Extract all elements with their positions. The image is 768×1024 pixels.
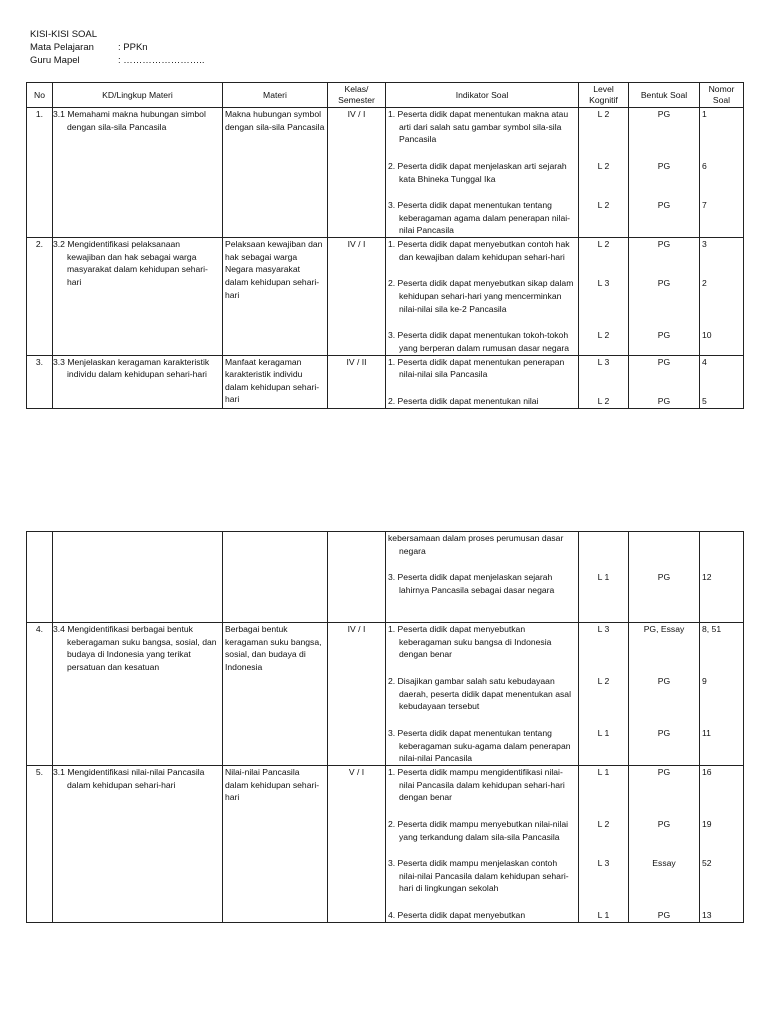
row-number: 1. (27, 108, 53, 238)
level-value: L 2 (597, 676, 610, 686)
level-value: L 3 (597, 278, 610, 289)
kelas-cell: IV / I (328, 108, 386, 238)
document-header (30, 28, 205, 67)
bentuk-value: PG (657, 330, 671, 341)
nomor-value: 10 (702, 330, 712, 341)
indikator-cell (386, 355, 579, 408)
table-row (27, 355, 744, 408)
col-header-indikator: Indikator Soal (386, 83, 579, 108)
col-header-bentuk: Bentuk Soal (629, 83, 700, 108)
kd-cell: 3.4 Mengidentifikasi berbagai bentuk keberagaman suku bangsa, sosial, dan budaya di Indonesia yang terikat persatuan dan kesatuan (53, 623, 223, 766)
nomor-value: 9 (702, 676, 707, 686)
materi-cell: Berbagai bentuk keragaman suku bangsa, sosial, dan budaya di Indonesia (223, 623, 328, 766)
indikator-cell (386, 532, 579, 623)
level-cell (579, 238, 629, 355)
indikator-item: 2. Peserta didik dapat menentukan nilai (388, 395, 539, 406)
bentuk-value (631, 532, 697, 571)
bentuk-value: PG (657, 728, 671, 738)
indikator-item: 3. Peserta didik dapat menentukan tentang keberagaman suku-agama dalam penerapan nilai-nilai Pancasila (388, 728, 571, 764)
col-header-nomor: Nomor Soal (700, 83, 744, 108)
kd-cell (53, 532, 223, 623)
row-number: 4. (27, 623, 53, 766)
nomor-cell (700, 355, 744, 408)
nomor-value: 11 (702, 728, 711, 738)
level-value (581, 532, 626, 571)
materi-cell: Makna hubungan symbol dengan sila-sila Pancasila (223, 108, 328, 238)
nomor-value: 1 (702, 109, 707, 119)
indikator-item: 3. Peserta didik dapat menentukan tentang keberagaman agama dalam penerapan nilai-nilai Pancasila (388, 200, 571, 236)
indikator-item: 2. Peserta didik dapat menyebutkan sikap dalam kehidupan sehari-hari yang mencerminkan nilai-nilai sila ke-2 Pancasila (388, 278, 574, 314)
bentuk-cell (629, 532, 700, 623)
row-number (27, 532, 53, 623)
materi-cell: Nilai-nilai Pancasila dalam kehidupan sehari-hari (223, 766, 328, 923)
kelas-cell (328, 532, 386, 623)
bentuk-value: PG (657, 109, 671, 119)
level-value: L 2 (597, 395, 610, 406)
level-value: L 3 (597, 858, 610, 868)
col-header-kelas: Kelas/ Semester (328, 83, 386, 108)
bentuk-value: PG (657, 676, 671, 686)
nomor-cell (700, 108, 744, 238)
table-row (27, 623, 744, 766)
bentuk-value: PG (657, 395, 671, 406)
table-row (27, 108, 744, 238)
nomor-value: 7 (702, 200, 707, 210)
nomor-value: 6 (702, 161, 707, 171)
indikator-item: 2. Peserta didik dapat menjelaskan arti sejarah kata Bhineka Tunggal Ika (388, 161, 567, 184)
materi-cell (223, 532, 328, 623)
bentuk-cell (629, 355, 700, 408)
level-value: L 1 (597, 572, 610, 582)
indikator-item: 1. Peserta didik dapat menyebutkan contoh hak dan kewajiban dalam kehidupan sehari-hari (388, 239, 570, 262)
col-header-kd: KD/Lingkup Materi (53, 83, 223, 108)
kelas-cell: IV / I (328, 623, 386, 766)
nomor-value: 16 (702, 767, 712, 777)
nomor-value: 8, 51 (702, 624, 722, 634)
row-number: 3. (27, 355, 53, 408)
level-value: L 2 (597, 819, 610, 829)
materi-cell: Manfaat keragaman karakteristik individu dalam kehidupan sehari-hari (223, 355, 328, 408)
indikator-cell (386, 623, 579, 766)
indikator-item: 2. Peserta didik mampu menyebutkan nilai-nilai yang terkandung dalam sila-sila Pancasila (388, 819, 569, 842)
col-header-no: No (27, 83, 53, 108)
bentuk-cell (629, 108, 700, 238)
table-row (27, 238, 744, 355)
kelas-cell: IV / II (328, 355, 386, 408)
bentuk-value: PG (657, 910, 671, 920)
level-value: L 2 (597, 109, 610, 119)
nomor-value: 3 (702, 239, 707, 250)
bentuk-value: PG (657, 356, 671, 367)
nomor-cell (700, 238, 744, 355)
level-value: L 2 (597, 330, 610, 341)
bentuk-value: PG (657, 239, 671, 250)
table-2-body (27, 532, 744, 923)
nomor-value: 13 (702, 910, 712, 920)
indikator-item: 1. Peserta didik mampu mengidentifikasi nilai-nilai Pancasila dalam kehidupan sehari-hari dengan benar (388, 767, 565, 803)
kd-cell: 3.3 Menjelaskan keragaman karakteristik individu dalam kehidupan sehari-hari (53, 355, 223, 408)
table-row (27, 766, 744, 923)
grid-table-2 (26, 531, 744, 923)
nomor-cell (700, 766, 744, 923)
indikator-cell (386, 108, 579, 238)
kd-cell: 3.1 Memahami makna hubungan simbol dengan sila-sila Pancasila (53, 108, 223, 238)
level-cell (579, 355, 629, 408)
indikator-item: 1. Peserta didik dapat menyebutkan keberagaman suku bangsa di Indonesia dengan benar (388, 624, 552, 660)
indikator-item: 1. Peserta didik dapat menentukan penerapan nilai-nilai sila Pancasila (388, 356, 565, 380)
table-row (27, 532, 744, 623)
kelas-cell: V / I (328, 766, 386, 923)
bentuk-value: PG (657, 161, 671, 171)
kelas-cell: IV / I (328, 238, 386, 355)
table-header-row (27, 83, 744, 108)
indikator-cell (386, 766, 579, 923)
grid-table-1 (26, 82, 744, 409)
level-value: L 2 (597, 239, 610, 250)
nomor-value: 12 (702, 572, 712, 582)
kd-cell: 3.2 Mengidentifikasi pelaksanaan kewajiban dan hak sebagai warga masyarakat dalam kehidupan sehari-hari (53, 238, 223, 355)
document-title: KISI-KISI SOAL (30, 29, 98, 40)
level-cell (579, 532, 629, 623)
indikator-item: 1. Peserta didik dapat menentukan makna atau arti dari salah satu gambar symbol sila-sila Pancasila (388, 109, 569, 145)
indikator-item: 4. Peserta didik dapat menyebutkan (388, 910, 526, 921)
nomor-value: 5 (702, 395, 707, 406)
level-value: L 1 (597, 728, 610, 738)
indikator-item: 3. Peserta didik mampu menjelaskan contoh nilai-nilai Pancasila dalam kehidupan sehari-hari di lingkungan sekolah (388, 858, 569, 894)
col-header-materi: Materi (223, 83, 328, 108)
indikator-item: 3. Peserta didik dapat menentukan tokoh-tokoh yang berperan dalam rumusan dasar negara (388, 330, 570, 353)
bentuk-cell (629, 766, 700, 923)
row-number: 2. (27, 238, 53, 355)
header-row-teacher (30, 54, 205, 67)
header-row-subject (30, 41, 205, 54)
indikator-cell (386, 238, 579, 355)
teacher-value: : …………………….. (118, 55, 205, 66)
bentuk-value: PG, Essay (643, 624, 685, 634)
level-cell (579, 623, 629, 766)
indikator-item: 3. Peserta didik dapat menjelaskan sejarah lahirnya Pancasila sebagai dasar negara (388, 572, 555, 595)
level-cell (579, 108, 629, 238)
nomor-value: 52 (702, 858, 712, 868)
level-value: L 2 (597, 161, 610, 171)
col-header-level: Level Kognitif (579, 83, 629, 108)
teacher-label: Guru Mapel (30, 55, 80, 66)
indikator-item: kebersamaan dalam proses perumusan dasar negara (388, 533, 564, 556)
indikator-item: 2. Disajikan gambar salah satu kebudayaan daerah, peserta didik dapat menentukan asal kebudayaan tersebut (388, 676, 571, 712)
level-value: L 3 (597, 356, 610, 367)
level-value: L 1 (597, 910, 610, 920)
bentuk-value: PG (657, 572, 671, 582)
subject-value: : PPKn (118, 42, 148, 53)
level-value: L 2 (597, 200, 610, 210)
level-cell (579, 766, 629, 923)
bentuk-value: PG (657, 767, 671, 777)
nomor-value: 2 (702, 278, 707, 289)
level-value: L 1 (597, 767, 610, 777)
subject-label: Mata Pelajaran (30, 42, 94, 53)
bentuk-cell (629, 238, 700, 355)
nomor-cell (700, 532, 744, 623)
level-value: L 3 (597, 624, 610, 634)
bentuk-value: PG (657, 278, 671, 289)
nomor-value: 4 (702, 356, 707, 367)
table-1-body (27, 108, 744, 409)
bentuk-value: Essay (652, 858, 676, 868)
materi-cell: Pelaksaan kewajiban dan hak sebagai warga Negara masyarakat dalam kehidupan sehari-hari (223, 238, 328, 355)
row-number: 5. (27, 766, 53, 923)
nomor-value (702, 532, 741, 571)
nomor-value: 19 (702, 819, 712, 829)
kd-cell: 3.1 Mengidentifikasi nilai-nilai Pancasila dalam kehidupan sehari-hari (53, 766, 223, 923)
bentuk-value: PG (657, 819, 671, 829)
bentuk-value: PG (657, 200, 671, 210)
bentuk-cell (629, 623, 700, 766)
nomor-cell (700, 623, 744, 766)
